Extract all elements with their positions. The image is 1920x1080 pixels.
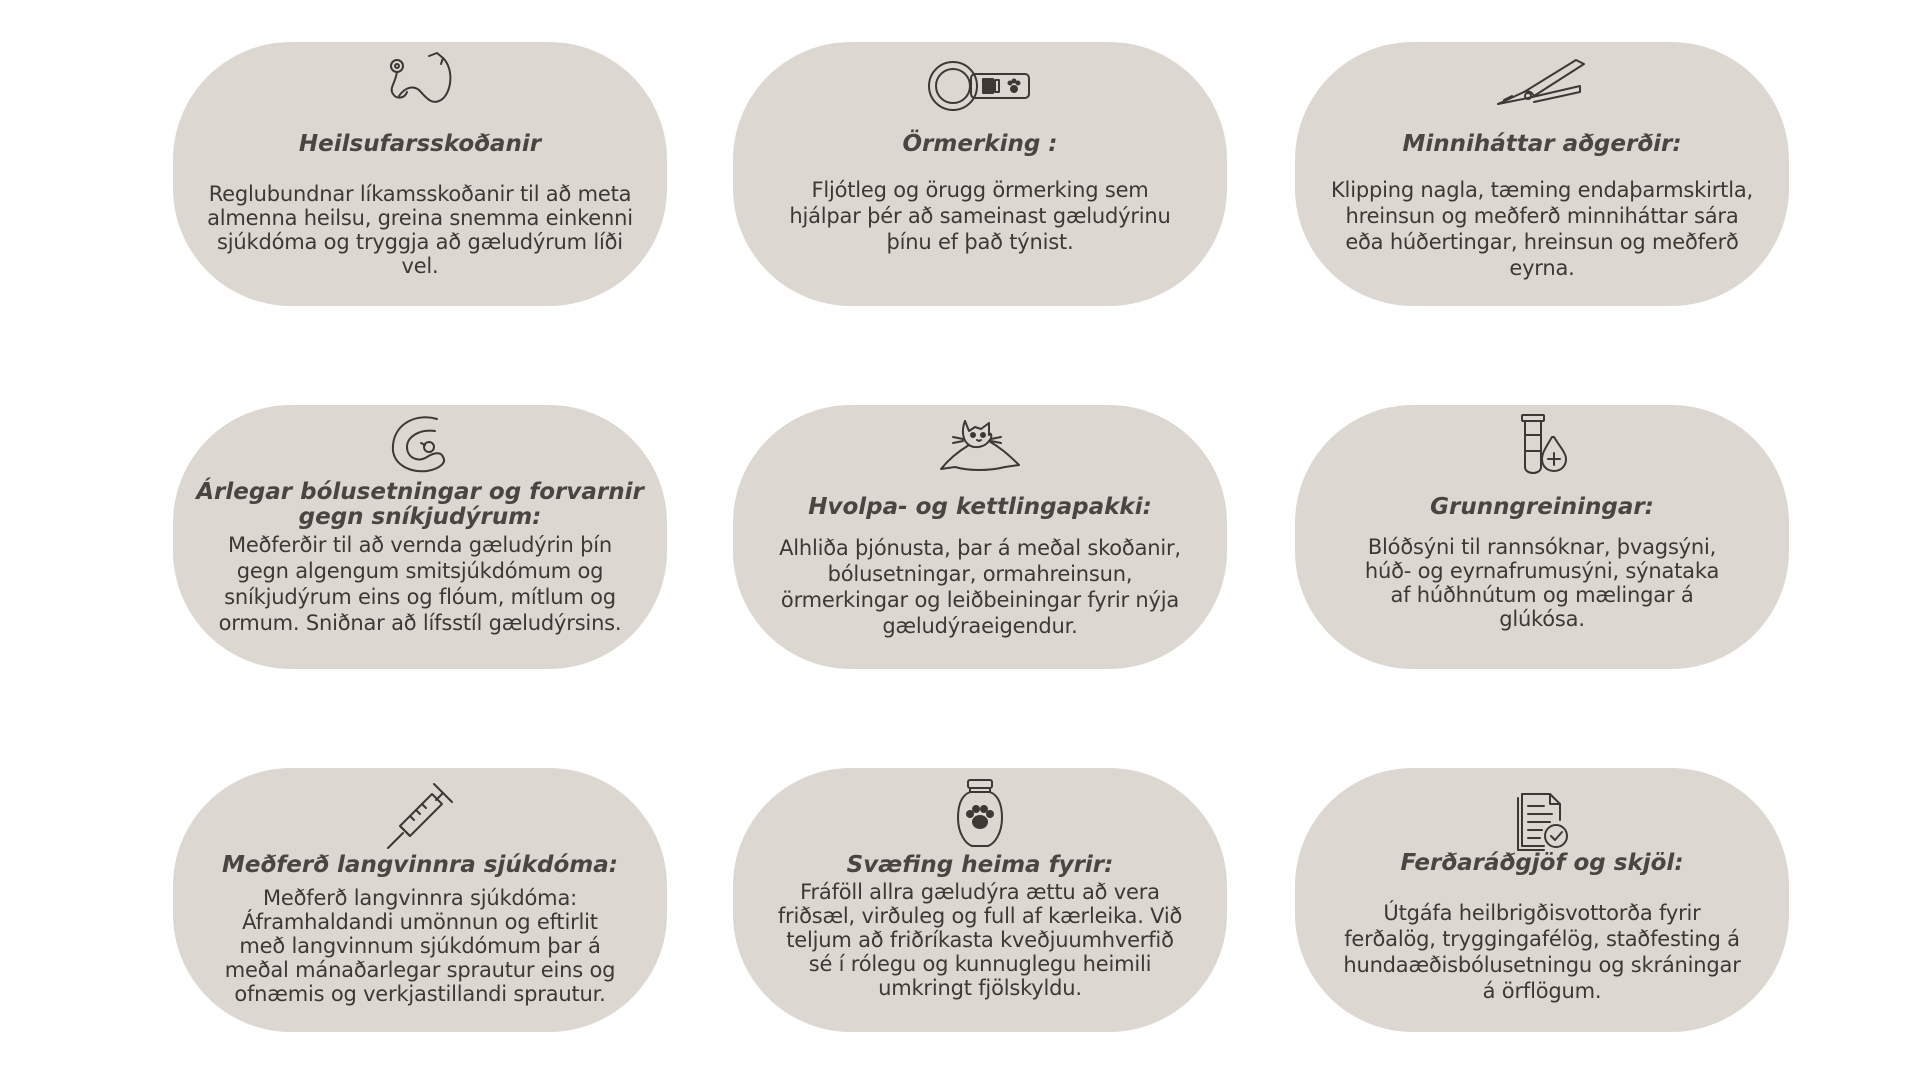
card-title: Grunngreiningar:: [1430, 494, 1654, 520]
service-card-travel-documents: [1295, 768, 1789, 1032]
stethoscope-icon: [385, 50, 455, 112]
pet-collar-icon: [387, 413, 453, 475]
card-description: Meðferðir til að vernda gæludýrin þín gegn algengum smitsjúkdómum og sníkjudýrum eins og flóum, mítlum og ormum. Sniðnar að lífsstíl gæludýrsins.: [218, 533, 622, 635]
card-title: Heilsufarsskoðanir: [298, 131, 542, 157]
card-title: Örmerking :: [902, 131, 1058, 157]
service-card-health-checks: [173, 42, 667, 306]
paw-urn-icon: [954, 778, 1006, 850]
service-card-puppy-kitten-package: [733, 405, 1227, 669]
certificate-icon: [1514, 792, 1570, 852]
service-card-vaccinations: [173, 405, 667, 669]
card-description: Meðferð langvinnra sjúkdóma: Áframhaldandi umönnun og eftirlit með langvinnum sjúkdómum þar á meðal mánaðarlegar sprautur eins og ofnæmis og verkjastillandi sprautur.: [224, 886, 616, 1006]
card-title: Svæfing heima fyrir:: [846, 852, 1114, 878]
service-card-basic-diagnostics: [1295, 405, 1789, 669]
card-title: Meðferð langvinnra sjúkdóma:: [222, 852, 618, 878]
service-card-microchipping: [733, 42, 1227, 306]
test-tube-icon: [1516, 413, 1568, 481]
card-title: Árlegar bólusetningar og forvarnir gegn sníkjudýrum:: [196, 479, 644, 530]
syringe-icon: [384, 780, 456, 850]
service-card-chronic-disease-care: [173, 768, 667, 1032]
kitten-icon: [935, 413, 1025, 477]
service-card-home-euthanasia: [733, 768, 1227, 1032]
card-description: Útgáfa heilbrigðisvottorða fyrir ferðalög, tryggingafélög, staðfesting á hundaæðisbólusetningu og skráningar á örflögum.: [1343, 901, 1741, 1003]
card-description: Fljótleg og örugg örmerking sem hjálpar þér að sameinast gæludýrinu þínu ef það týnist.: [789, 178, 1171, 254]
card-description: Alhliða þjónusta, þar á meðal skoðanir, bólusetningar, ormahreinsun, örmerkingar og leiðbeiningar fyrir nýja gæludýraeigendur.: [779, 536, 1181, 638]
card-description: Reglubundnar líkamsskoðanir til að meta almenna heilsu, greina snemma einkenni sjúkdóma og tryggja að gæludýrum líði vel.: [207, 182, 633, 278]
card-description: Klipping nagla, tæming endaþarmskirtla, hreinsun og meðferð minniháttar sára eða húðertingar, hreinsun og meðferð eyrna.: [1330, 178, 1753, 280]
card-title: Minniháttar aðgerðir:: [1402, 131, 1682, 157]
nail-clipper-icon: [1494, 56, 1590, 112]
card-title: Hvolpa- og kettlingapakki:: [808, 494, 1152, 520]
card-title: Ferðaráðgjöf og skjöl:: [1400, 850, 1684, 876]
microchip-scanner-icon: [925, 58, 1035, 114]
service-card-minor-procedures: [1295, 42, 1789, 306]
card-description: Blóðsýni til rannsóknar, þvagsýni, húð- og eyrnafrumusýni, sýnataka af húðhnútum og mælingar á glúkósa.: [1364, 535, 1720, 631]
card-description: Fráföll allra gæludýra ættu að vera friðsæl, virðuleg og full af kærleika. Við teljum að friðríkasta kveðjuumhverfið sé í rólegu og kunnuglegu heimili umkringt fjölskyldu.: [777, 880, 1183, 1000]
